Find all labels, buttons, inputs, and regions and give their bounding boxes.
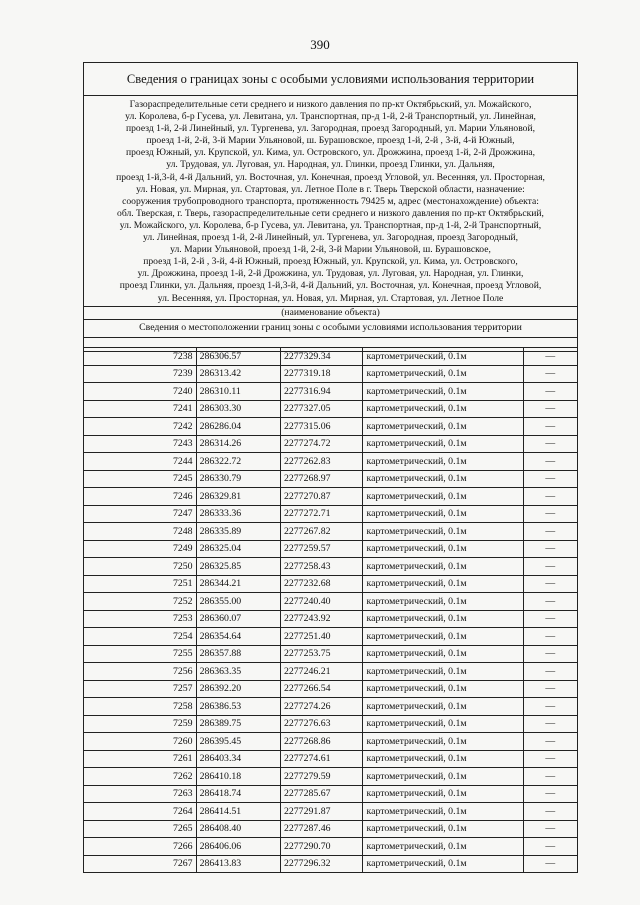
object-description: [84, 96, 577, 306]
coord-x-cell: 286386.53: [196, 698, 280, 716]
table-row: [84, 488, 578, 506]
table-row: [84, 470, 578, 488]
table-row: [84, 348, 578, 366]
method-accuracy-cell: картометрический, 0.1м: [363, 768, 523, 786]
point-number-cell: 7263: [84, 785, 197, 803]
coord-y-cell: 2277296.32: [280, 855, 363, 873]
note-dash-cell: —: [523, 645, 577, 663]
point-number-cell: 7247: [84, 505, 197, 523]
coord-y-cell: 2277291.87: [280, 803, 363, 821]
point-number-cell: 7241: [84, 400, 197, 418]
point-number-cell: 7257: [84, 680, 197, 698]
description-line: ул. Трудовая, ул. Луговая, ул. Народная, ул. Глинки, проезд Глинки, ул. Дальняя,: [166, 159, 495, 171]
coord-y-cell: 2277285.67: [280, 785, 363, 803]
point-number-cell: 7261: [84, 750, 197, 768]
method-accuracy-cell: картометрический, 0.1м: [363, 680, 523, 698]
document-title: Сведения о границах зоны с особыми условиями использования территории: [84, 63, 577, 96]
table-row: [84, 680, 578, 698]
table-row: [84, 435, 578, 453]
method-accuracy-cell: картометрический, 0.1м: [363, 803, 523, 821]
method-accuracy-cell: картометрический, 0.1м: [363, 453, 523, 471]
note-dash-cell: —: [523, 488, 577, 506]
note-dash-cell: —: [523, 698, 577, 716]
point-number-cell: 7265: [84, 820, 197, 838]
zone-header-frame: [83, 62, 578, 352]
point-number-cell: 7264: [84, 803, 197, 821]
description-line: проезд 1-й,3-й, 4-й Дальний, ул. Восточная, ул. Конечная, проезд Угловой, ул. Весенняя, ул. Просторная,: [116, 171, 545, 183]
description-line: ул. Дрожжина, проезд 1-й, 2-й Дрожжина, ул. Трудовая, ул. Луговая, ул. Народная, ул. Глинки,: [137, 268, 524, 280]
coord-y-cell: 2277258.43: [280, 558, 363, 576]
point-number-cell: 7266: [84, 838, 197, 856]
note-dash-cell: —: [523, 523, 577, 541]
section-title: Сведения о местоположении границ зоны с особыми условиями использования территории: [84, 319, 577, 338]
page-number: 390: [310, 37, 330, 52]
point-number-cell: 7251: [84, 575, 197, 593]
description-line: проезд Глинки, ул. Дальняя, проезд 1-й,3-й, 4-й Дальний, ул. Восточная, ул. Конечная, проезд Угловой,: [119, 280, 542, 292]
description-line: проезд 1-й, 2-й Линейный, ул. Тургенева, ул. Загородная, проезд Загородный, ул. Марии Ульяновой,: [125, 123, 535, 135]
coord-x-cell: 286344.21: [196, 575, 280, 593]
description-line: ул. Новая, ул. Мирная, ул. Стартовая, ул. Летное Поле в г. Тверь Тверской области, назначение:: [136, 183, 525, 195]
note-dash-cell: —: [523, 768, 577, 786]
coord-y-cell: 2277329.34: [280, 348, 363, 366]
description-line: проезд Южный, ул. Крупской, ул. Кима, ул. Островского, ул. Дрожжина, проезд 1-й, 2-й Дрожжина,: [125, 147, 536, 159]
table-row: [84, 715, 578, 733]
description-line: ул. Марии Ульяновой, проезд 1-й, 2-й, 3-й Марии Ульяновой, ш. Бурашовское,: [170, 244, 491, 256]
description-line: обл. Тверская, г. Тверь, газораспределительные сети среднего и низкого давления по пр-кт Октябрьский,: [117, 207, 544, 219]
note-dash-cell: —: [523, 540, 577, 558]
coord-y-cell: 2277316.94: [280, 383, 363, 401]
coord-x-cell: 286363.35: [196, 663, 280, 681]
coord-x-cell: 286355.00: [196, 593, 280, 611]
description-line: проезд 1-й, 2-й, 3-й Марии Ульяновой, ш. Бурашовское, проезд 1-й, 2-й , 3-й, 4-й Южный,: [146, 135, 515, 147]
coord-y-cell: 2277259.57: [280, 540, 363, 558]
description-line: сооружения трубопроводного транспорта, протяженность 79425 м, адрес (местонахождение) объекта:: [122, 195, 539, 207]
method-accuracy-cell: картометрический, 0.1м: [363, 558, 523, 576]
note-dash-cell: —: [523, 628, 577, 646]
table-row: [84, 838, 578, 856]
coord-x-cell: 286392.20: [196, 680, 280, 698]
coord-y-cell: 2277287.46: [280, 820, 363, 838]
coord-x-cell: 286306.57: [196, 348, 280, 366]
coord-y-cell: 2277276.63: [280, 715, 363, 733]
coord-y-cell: 2277274.61: [280, 750, 363, 768]
description-line: проезд 1-й, 2-й , 3-й, 4-й Южный, проезд Южный, ул. Крупской, ул. Кима, ул. Островского,: [143, 256, 518, 268]
coord-y-cell: 2277253.75: [280, 645, 363, 663]
table-row: [84, 750, 578, 768]
coord-x-cell: 286303.30: [196, 400, 280, 418]
coord-x-cell: 286330.79: [196, 470, 280, 488]
point-number-cell: 7260: [84, 733, 197, 751]
method-accuracy-cell: картометрический, 0.1м: [363, 435, 523, 453]
method-accuracy-cell: картометрический, 0.1м: [363, 855, 523, 873]
note-dash-cell: —: [523, 838, 577, 856]
coord-x-cell: 286335.89: [196, 523, 280, 541]
coord-y-cell: 2277319.18: [280, 365, 363, 383]
method-accuracy-cell: картометрический, 0.1м: [363, 488, 523, 506]
table-row: [84, 418, 578, 436]
description-line: ул. Весенняя, ул. Просторная, ул. Новая, ул. Мирная, ул. Стартовая, ул. Летное Поле: [157, 292, 504, 304]
coord-y-cell: 2277315.06: [280, 418, 363, 436]
table-row: [84, 365, 578, 383]
method-accuracy-cell: картометрический, 0.1м: [363, 383, 523, 401]
note-dash-cell: —: [523, 418, 577, 436]
point-number-cell: 7262: [84, 768, 197, 786]
coord-y-cell: 2277267.82: [280, 523, 363, 541]
coord-y-cell: 2277279.59: [280, 768, 363, 786]
point-number-cell: 7243: [84, 435, 197, 453]
note-dash-cell: —: [523, 470, 577, 488]
note-dash-cell: —: [523, 558, 577, 576]
coord-x-cell: 286360.07: [196, 610, 280, 628]
method-accuracy-cell: картометрический, 0.1м: [363, 610, 523, 628]
table-row: [84, 540, 578, 558]
note-dash-cell: —: [523, 505, 577, 523]
table-row: [84, 663, 578, 681]
method-accuracy-cell: картометрический, 0.1м: [363, 593, 523, 611]
coord-x-cell: 286418.74: [196, 785, 280, 803]
coord-x-cell: 286322.72: [196, 453, 280, 471]
note-dash-cell: —: [523, 715, 577, 733]
table-row: [84, 733, 578, 751]
table-row: [84, 453, 578, 471]
point-number-cell: 7255: [84, 645, 197, 663]
coord-x-cell: 286333.36: [196, 505, 280, 523]
coord-x-cell: 286329.81: [196, 488, 280, 506]
note-dash-cell: —: [523, 680, 577, 698]
note-dash-cell: —: [523, 575, 577, 593]
coord-y-cell: 2277274.26: [280, 698, 363, 716]
coord-x-cell: 286389.75: [196, 715, 280, 733]
coord-y-cell: 2277272.71: [280, 505, 363, 523]
coord-y-cell: 2277262.83: [280, 453, 363, 471]
table-row: [84, 768, 578, 786]
coord-x-cell: 286410.18: [196, 768, 280, 786]
coord-x-cell: 286354.64: [196, 628, 280, 646]
table-row: [84, 400, 578, 418]
point-number-cell: 7242: [84, 418, 197, 436]
note-dash-cell: —: [523, 663, 577, 681]
coord-y-cell: 2277246.21: [280, 663, 363, 681]
method-accuracy-cell: картометрический, 0.1м: [363, 698, 523, 716]
note-dash-cell: —: [523, 453, 577, 471]
coord-x-cell: 286406.06: [196, 838, 280, 856]
note-dash-cell: —: [523, 785, 577, 803]
table-row: [84, 785, 578, 803]
method-accuracy-cell: картометрический, 0.1м: [363, 575, 523, 593]
method-accuracy-cell: картометрический, 0.1м: [363, 820, 523, 838]
coord-y-cell: 2277327.05: [280, 400, 363, 418]
table-row: [84, 505, 578, 523]
point-number-cell: 7256: [84, 663, 197, 681]
method-accuracy-cell: картометрический, 0.1м: [363, 715, 523, 733]
coord-x-cell: 286325.04: [196, 540, 280, 558]
table-row: [84, 383, 578, 401]
coord-y-cell: 2277243.92: [280, 610, 363, 628]
coord-x-cell: 286357.88: [196, 645, 280, 663]
note-dash-cell: —: [523, 435, 577, 453]
coord-y-cell: 2277268.86: [280, 733, 363, 751]
method-accuracy-cell: картометрический, 0.1м: [363, 645, 523, 663]
method-accuracy-cell: картометрический, 0.1м: [363, 663, 523, 681]
coord-x-cell: 286408.40: [196, 820, 280, 838]
method-accuracy-cell: картометрический, 0.1м: [363, 838, 523, 856]
method-accuracy-cell: картометрический, 0.1м: [363, 733, 523, 751]
table-row: [84, 558, 578, 576]
note-dash-cell: —: [523, 733, 577, 751]
coord-y-cell: 2277268.97: [280, 470, 363, 488]
method-accuracy-cell: картометрический, 0.1м: [363, 348, 523, 366]
coord-x-cell: 286314.26: [196, 435, 280, 453]
note-dash-cell: —: [523, 400, 577, 418]
method-accuracy-cell: картометрический, 0.1м: [363, 523, 523, 541]
coord-x-cell: 286313.42: [196, 365, 280, 383]
method-accuracy-cell: картометрический, 0.1м: [363, 418, 523, 436]
point-number-cell: 7258: [84, 698, 197, 716]
coord-x-cell: 286286.04: [196, 418, 280, 436]
coord-x-cell: 286395.45: [196, 733, 280, 751]
point-number-cell: 7246: [84, 488, 197, 506]
object-name-caption: (наименование объекта): [84, 306, 577, 319]
note-dash-cell: —: [523, 610, 577, 628]
point-number-cell: 7239: [84, 365, 197, 383]
coord-y-cell: 2277232.68: [280, 575, 363, 593]
point-number-cell: 7238: [84, 348, 197, 366]
table-row: [84, 645, 578, 663]
description-line: ул. Можайского, ул. Королева, б-р Гусева, ул. Левитана, ул. Транспортная, пр-д 1-й, 2-й Транспортный,: [119, 219, 542, 231]
coord-y-cell: 2277274.72: [280, 435, 363, 453]
point-number-cell: 7250: [84, 558, 197, 576]
note-dash-cell: —: [523, 365, 577, 383]
point-number-cell: 7245: [84, 470, 197, 488]
coord-y-cell: 2277240.40: [280, 593, 363, 611]
table-row: [84, 523, 578, 541]
coord-x-cell: 286325.85: [196, 558, 280, 576]
note-dash-cell: —: [523, 383, 577, 401]
table-row: [84, 610, 578, 628]
point-number-cell: 7259: [84, 715, 197, 733]
note-dash-cell: —: [523, 348, 577, 366]
method-accuracy-cell: картометрический, 0.1м: [363, 365, 523, 383]
method-accuracy-cell: картометрический, 0.1м: [363, 505, 523, 523]
method-accuracy-cell: картометрический, 0.1м: [363, 785, 523, 803]
point-number-cell: 7253: [84, 610, 197, 628]
method-accuracy-cell: картометрический, 0.1м: [363, 750, 523, 768]
table-row: [84, 698, 578, 716]
point-number-cell: 7244: [84, 453, 197, 471]
note-dash-cell: —: [523, 750, 577, 768]
note-dash-cell: —: [523, 803, 577, 821]
method-accuracy-cell: картометрический, 0.1м: [363, 470, 523, 488]
note-dash-cell: —: [523, 855, 577, 873]
note-dash-cell: —: [523, 593, 577, 611]
coord-y-cell: 2277290.70: [280, 838, 363, 856]
table-row: [84, 575, 578, 593]
point-number-cell: 7267: [84, 855, 197, 873]
point-number-cell: 7248: [84, 523, 197, 541]
table-row: [84, 628, 578, 646]
table-row: [84, 855, 578, 873]
coord-y-cell: 2277266.54: [280, 680, 363, 698]
coord-x-cell: 286310.11: [196, 383, 280, 401]
coord-x-cell: 286403.34: [196, 750, 280, 768]
point-number-cell: 7240: [84, 383, 197, 401]
coordinates-table: [83, 347, 578, 873]
method-accuracy-cell: картометрический, 0.1м: [363, 628, 523, 646]
description-line: ул. Линейная, проезд 1-й, 2-й Линейный, ул. Тургенева, ул. Загородная, проезд Загородный,: [142, 232, 519, 244]
method-accuracy-cell: картометрический, 0.1м: [363, 540, 523, 558]
note-dash-cell: —: [523, 820, 577, 838]
coord-y-cell: 2277251.40: [280, 628, 363, 646]
table-row: [84, 803, 578, 821]
point-number-cell: 7252: [84, 593, 197, 611]
table-row: [84, 820, 578, 838]
description-line: Газораспределительные сети среднего и низкого давления по пр-кт Октябрьский, ул. Можайского,: [129, 99, 532, 110]
coord-x-cell: 286413.83: [196, 855, 280, 873]
point-number-cell: 7249: [84, 540, 197, 558]
table-row: [84, 593, 578, 611]
description-line: ул. Королева, б-р Гусева, ул. Левитана, ул. Транспортная, пр-д 1-й, 2-й Транспортный, ул. Линейная,: [125, 111, 536, 123]
coord-x-cell: 286414.51: [196, 803, 280, 821]
point-number-cell: 7254: [84, 628, 197, 646]
coord-y-cell: 2277270.87: [280, 488, 363, 506]
method-accuracy-cell: картометрический, 0.1м: [363, 400, 523, 418]
